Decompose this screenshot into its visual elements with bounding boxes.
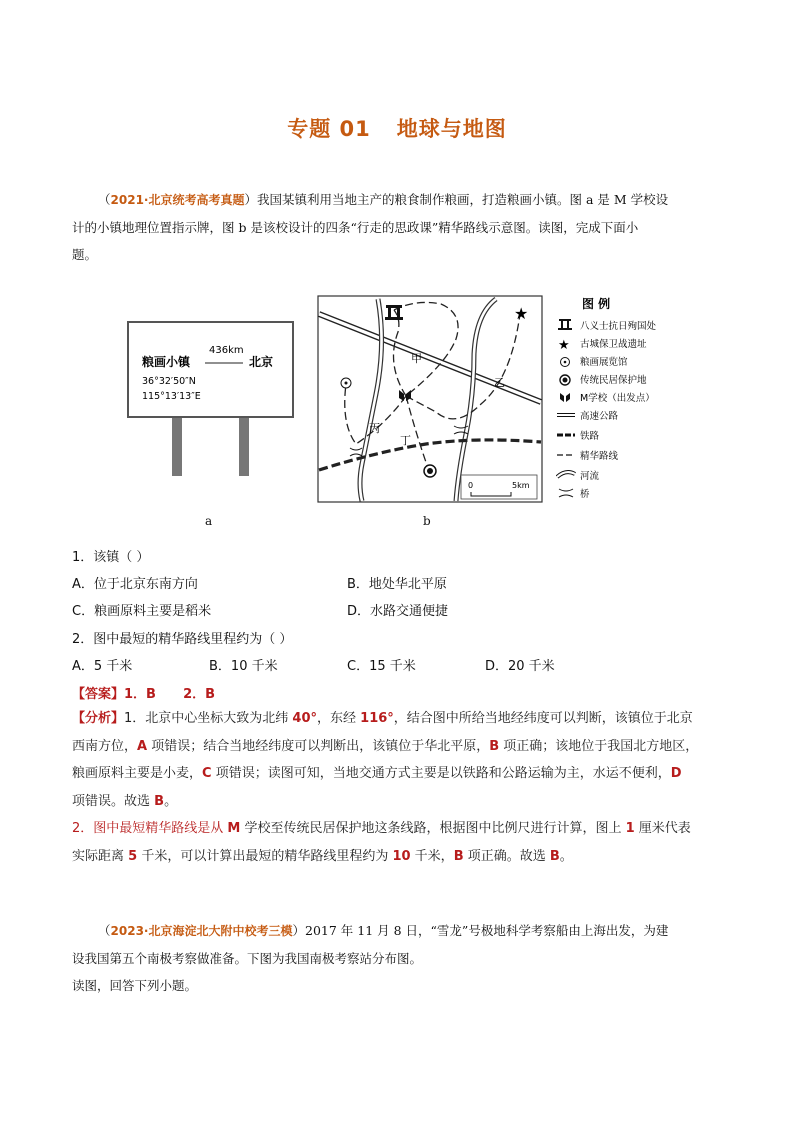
- legend-label: 高速公路: [580, 411, 619, 422]
- legend-title: 图 例: [582, 297, 611, 311]
- sign-town: 粮画小镇: [142, 355, 191, 369]
- bridge-icon: [559, 489, 573, 497]
- exhibition-hall-icon: [561, 358, 570, 367]
- legend-label: 精华路线: [580, 451, 619, 462]
- q2-source: 2023·北京海淀北大附中校考三模: [110, 924, 293, 938]
- place-yi: 乙: [494, 376, 505, 389]
- q1-line2: 计的小镇地理位置指示牌，图 b 是该校设计的四条“行走的思政课”精华路线示意图。读图，完成下面小: [72, 220, 639, 235]
- q1-line1: （2021·北京统考高考真题）我国某镇利用当地主产的粮食制作粮画，打造粮画小镇。图 a 是 M 学校设: [98, 192, 669, 207]
- sign-latitude: 36°32′50″N: [142, 376, 196, 387]
- q2-line2: 设我国第五个南极考察做准备。下图为我国南极考察站分布图。: [72, 951, 423, 966]
- legend-label: 传统民居保护地: [580, 375, 647, 386]
- analysis-block: [72, 705, 732, 870]
- star-icon: ★: [558, 338, 570, 353]
- map-legend: [556, 294, 706, 508]
- q1-intro: [72, 186, 724, 268]
- question-2-stem: 2．图中最短的精华路线里程约为（ ）: [72, 632, 293, 647]
- question-1-stem: 1．该镇（ ）: [72, 550, 150, 565]
- legend-label: 粮画展览馆: [580, 357, 628, 368]
- school-icon: [560, 393, 570, 402]
- answer-line: [72, 683, 215, 702]
- monument-icon: [558, 319, 572, 330]
- q1-option-b: B．地处华北平原: [347, 577, 447, 592]
- q1-option-a: A．位于北京东南方向: [72, 577, 198, 592]
- heritage-house-icon: [560, 375, 570, 385]
- title-part2: 地球与地图: [396, 117, 507, 141]
- sign-post-left: [172, 413, 182, 476]
- q2-option-b: B．10 千米: [209, 659, 278, 674]
- exhibition-hall-icon: [341, 378, 351, 388]
- analysis-label: 【分析】: [72, 711, 125, 726]
- scale-dist: 5km: [512, 481, 530, 490]
- sign-post-right: [239, 413, 249, 476]
- figure-b-map: [316, 294, 544, 504]
- sign-distance: 436km: [209, 345, 244, 356]
- figure-a-signboard: [125, 318, 300, 480]
- place-bing: 丙: [369, 422, 380, 435]
- q2-line1: （2023·北京海淀北大附中校考三模）2017 年 11 月 8 日，“雪龙”号极地科学考察船由上海出发，为建: [98, 923, 669, 938]
- q1-option-d: D．水路交通便捷: [347, 604, 449, 619]
- river-symbol: [557, 472, 575, 477]
- answer-label: 【答案】: [72, 687, 125, 702]
- legend-label: 铁路: [580, 431, 600, 442]
- q1-line3: 题。: [72, 247, 98, 262]
- q1-source: 2021·北京统考高考真题: [110, 193, 245, 207]
- analysis-p2: 2．图中最短精华路线是从 M 学校至传统民居保护地这条线路，根据图中比例尺进行计算，图上 1 厘米代表 实际距离 5 千米，可以计算出最短的精华路线里程约为 10 千米，B 项正确。故选 B。: [72, 821, 691, 864]
- heritage-house-icon: [424, 465, 436, 477]
- star-icon: ★: [514, 304, 529, 323]
- page-title: [0, 113, 794, 143]
- place-ding: 丁: [400, 434, 411, 447]
- figure-b-caption: b: [423, 514, 431, 528]
- sign-board: [128, 322, 293, 417]
- q2-option-a: A．5 千米: [72, 659, 133, 674]
- place-jia: 甲: [411, 352, 422, 365]
- legend-label: 河流: [580, 471, 600, 482]
- legend-label: 桥: [580, 489, 590, 500]
- figure-a-caption: a: [205, 514, 213, 528]
- q2-option-d: D．20 千米: [485, 659, 555, 674]
- q2-line3: 读图，回答下列小题。: [72, 978, 198, 993]
- answer-text: 1．B 2．B: [124, 687, 216, 702]
- q2-intro: [72, 917, 724, 999]
- q2-option-c: C．15 千米: [347, 659, 416, 674]
- legend-label: 古城保卫战遗址: [580, 339, 647, 350]
- scale-zero: 0: [468, 481, 474, 490]
- q1-option-c: C．粮画原料主要是稻米: [72, 604, 212, 619]
- sign-city: 北京: [249, 355, 274, 369]
- sign-longitude: 115°13′13″E: [142, 391, 201, 402]
- analysis-p1: 【分析】1．北京中心坐标大致为北纬 40°，东经 116°，结合图中所给当地经纬度可以判断，该镇位于北京 西南方位，A 项错误；结合当地经纬度可以判断出，该镇位于华北平原，B 项正确；该地位于我国北方地区， 粮画原料主要是小麦，C 项错误；读图可知，当地交通方式主要是以铁路和公路运输为主，水运不便利，D 项错误。故选 B。: [72, 711, 699, 809]
- legend-label: M学校（出发点）: [580, 393, 655, 404]
- legend-label: 八义士抗日殉国处: [580, 321, 657, 332]
- title-part1: 专题 01: [287, 117, 371, 141]
